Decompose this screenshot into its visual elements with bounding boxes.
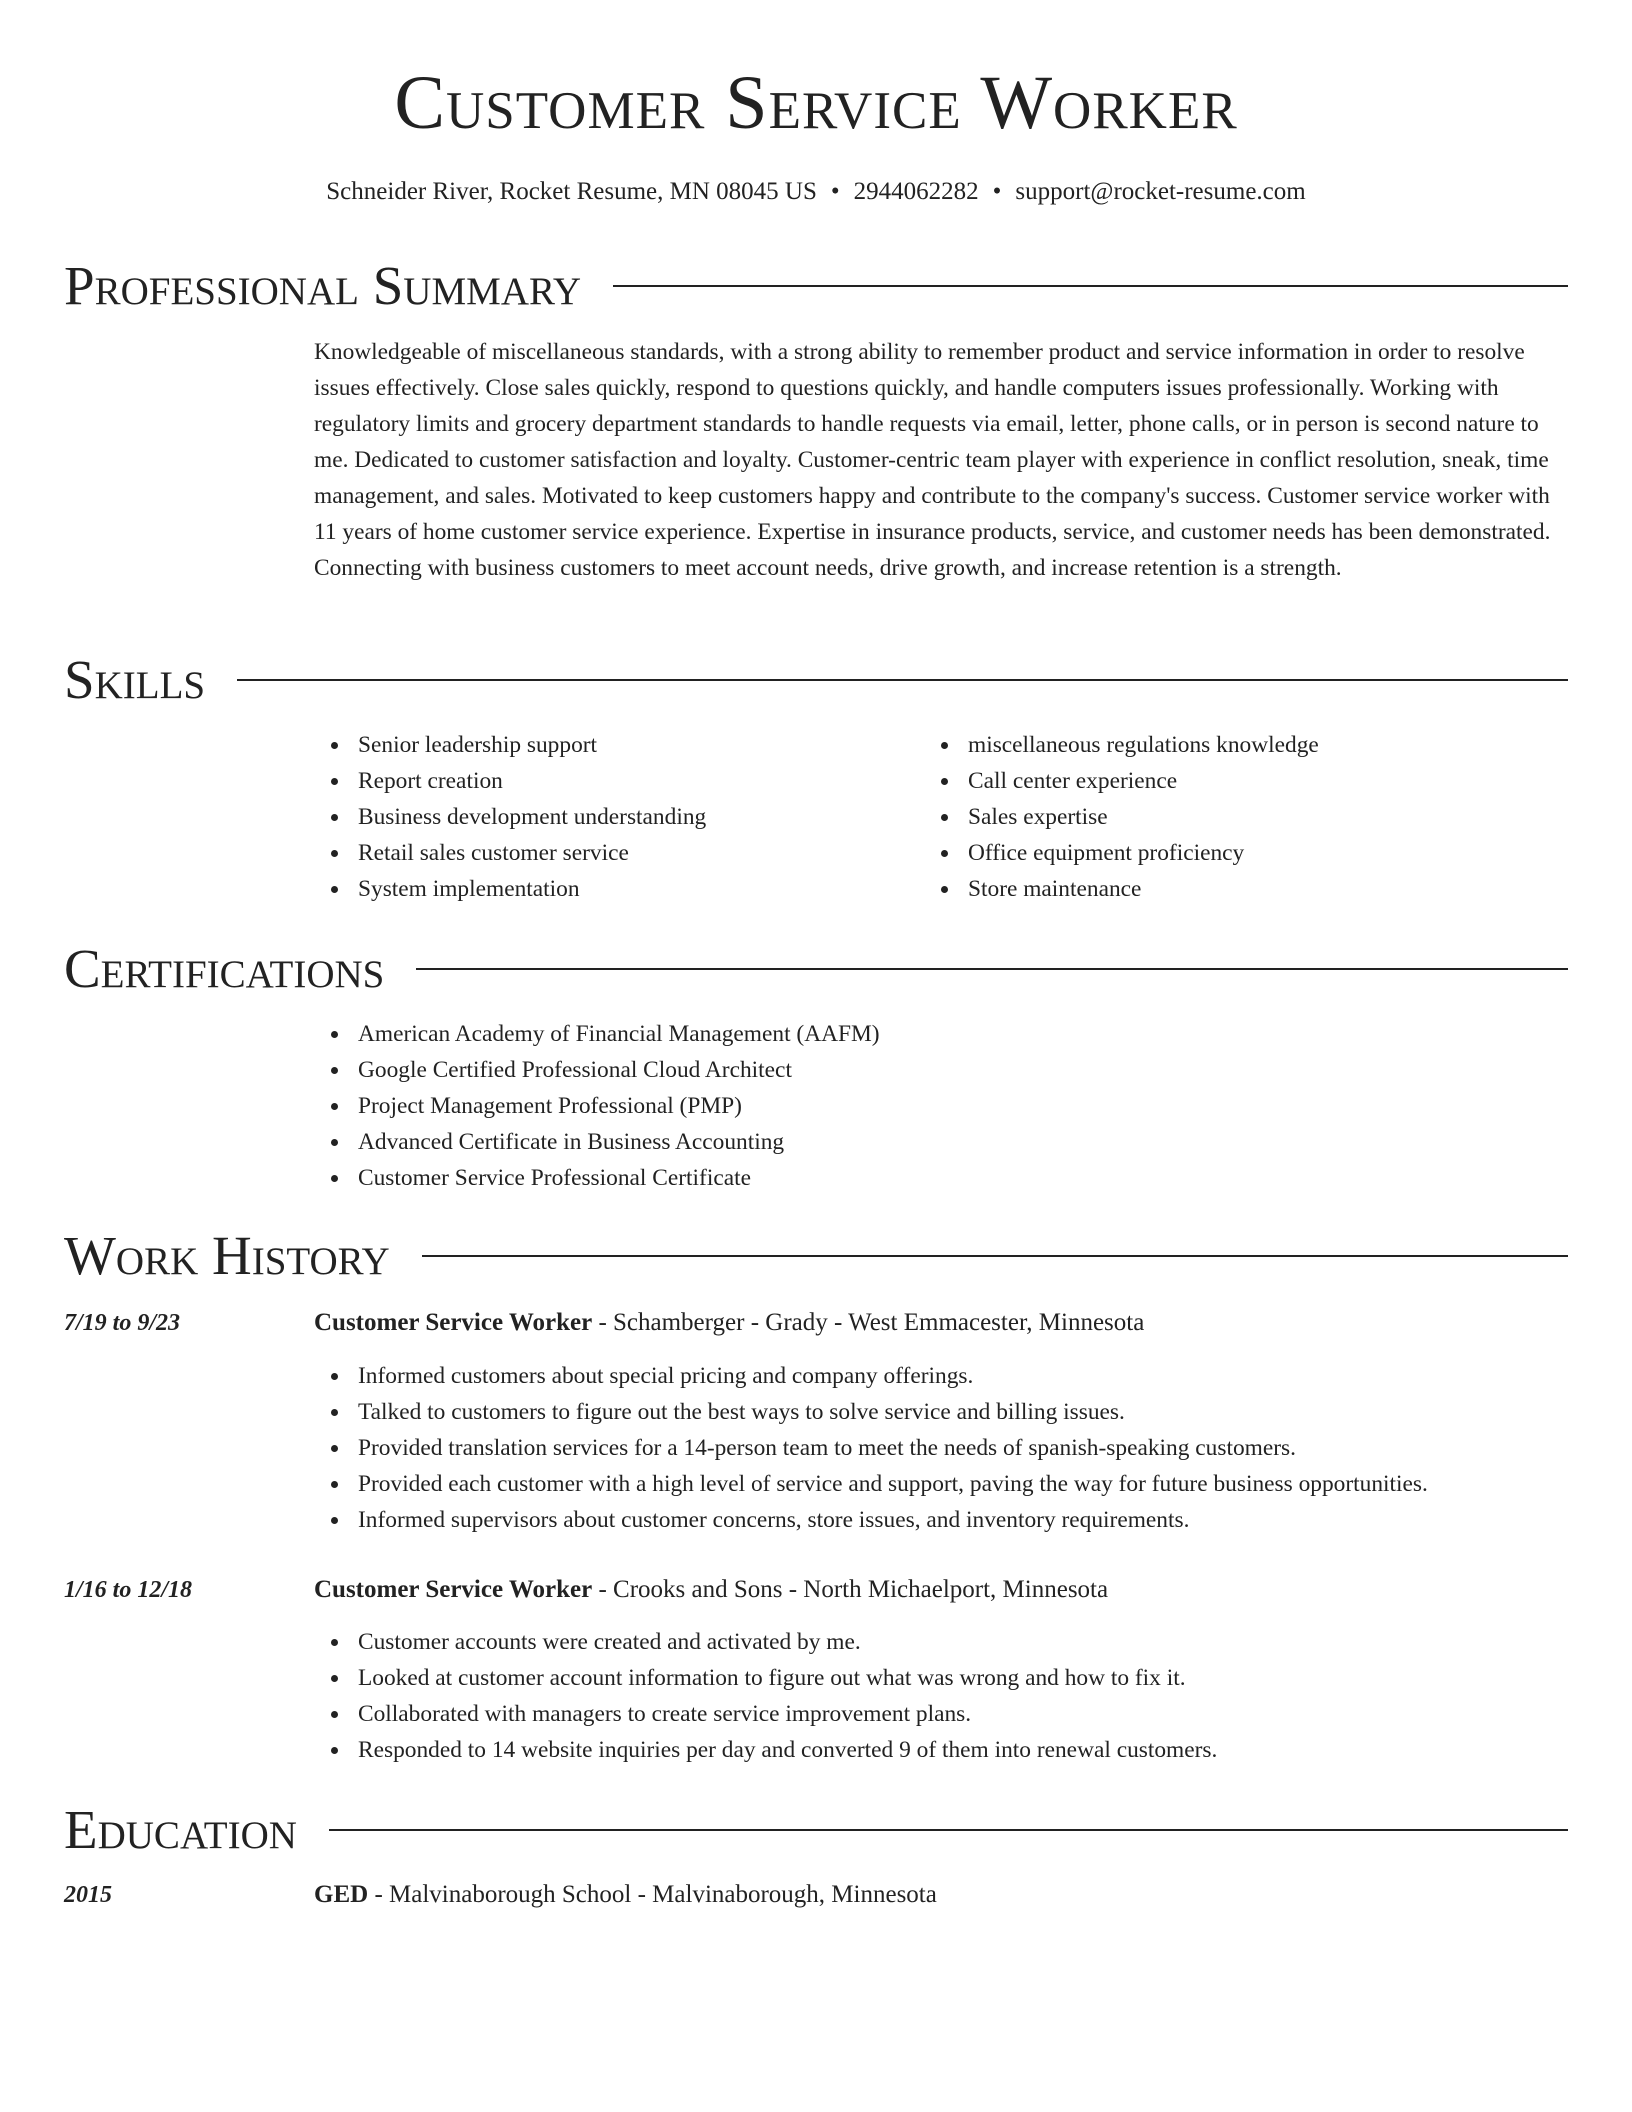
section-divider [237,679,1568,681]
job-bullet: Looked at customer account information to figure out what was wrong and how to fix it. [358,1665,1186,1691]
bullet-icon [331,1517,338,1524]
contact-line [0,174,1632,210]
job-bullet: Provided each customer with a high level of service and support, paving the way for future business opportunities. [358,1471,1428,1497]
job-dates: 7/19 to 9/23 [64,1310,181,1336]
bullet-icon [331,1175,338,1182]
education-heading: Education [64,1799,297,1860]
bullet-icon [331,742,338,749]
section-divider [613,285,1568,287]
list-item [314,1430,1568,1466]
skill-item: Retail sales customer service [358,840,629,866]
certification-item: Project Management Professional (PMP) [358,1093,742,1119]
bullet-icon [941,742,948,749]
skills-heading-row [64,645,1568,715]
skill-item: System implementation [358,876,580,902]
bullet-icon [331,886,338,893]
education-details: - Malvinaborough School - Malvinaborough, Minnesota [368,1881,937,1908]
bullet-icon [331,814,338,821]
bullet-icon [331,1711,338,1718]
list-item [314,1394,1568,1430]
job-bullet: Collaborated with managers to create service improvement plans. [358,1701,972,1727]
section-divider [422,1255,1568,1257]
bullet-icon [331,1409,338,1416]
education-degree: GED [314,1881,369,1908]
contact-phone: 2944062282 [853,178,979,205]
job-dates: 1/16 to 12/18 [64,1577,193,1603]
job-bullet: Provided translation services for a 14-person team to meet the needs of spanish-speaking customers. [358,1435,1296,1461]
section-divider [329,1829,1568,1831]
bullet-icon [941,778,948,785]
job-details: - Crooks and Sons - North Michaelport, Minnesota [592,1576,1109,1603]
skills-left-column [314,727,914,907]
list-item [314,1358,1568,1394]
job-title: Customer Service Worker [314,1576,593,1603]
bullet-icon [331,778,338,785]
bullet-icon [331,1639,338,1646]
bullet-icon [331,1373,338,1380]
list-item [314,1502,1568,1538]
skill-item: Store maintenance [968,876,1142,902]
section-divider [416,968,1568,970]
bullet-icon [331,850,338,857]
job-title: Customer Service Worker [314,1309,593,1336]
list-item [314,1696,1568,1732]
list-item [924,799,1524,835]
list-item [314,1466,1568,1502]
contact-email: support@rocket-resume.com [1015,178,1306,205]
bullet-icon [331,1139,338,1146]
job-bullet: Informed supervisors about customer concerns, store issues, and inventory requirements. [358,1507,1190,1533]
list-item [314,1052,1568,1088]
bullet-icon [331,1481,338,1488]
job-bullets [314,1358,1568,1538]
resume-name: Customer Service Worker [394,61,1238,145]
summary-heading-row [64,251,1568,321]
summary-text: Knowledgeable of miscellaneous standards, with a strong ability to remember product and service information in order to resolve issues effectively. Close sales quickly, respond to questions quickly, and handle computers issues professionally. Working with regulatory limits and grocery department standards to handle requests via email, letter, phone calls, or in person is second nature to me. Dedicated to customer satisfaction and loyalty. Customer-centric team player with experience in conflict resolution, sneak, time management, and sales. Motivated to keep customers happy and contribute to the company's success. Customer service worker with 11 years of home customer service experience. Expertise in insurance products, service, and customer needs has been demonstrated. Connecting with business customers to meet account needs, drive growth, and increase retention is a strength. [314,339,1551,581]
summary-heading: Professional Summary [64,255,582,316]
job-bullet: Talked to customers to figure out the best ways to solve service and billing issues. [358,1399,1125,1425]
bullet-icon [941,814,948,821]
education-entry [314,1877,1568,1913]
list-item [314,1660,1568,1696]
education-heading-row [64,1795,1568,1865]
certifications-heading: Certifications [64,938,385,999]
job-details: - Schamberger - Grady - West Emmacester, Minnesota [592,1309,1145,1336]
bullet-icon [941,886,948,893]
contact-address: Schneider River, Rocket Resume, MN 08045 US [326,178,817,205]
list-item [314,835,914,871]
bullet-icon [331,1031,338,1038]
list-item [314,727,914,763]
skill-item: Report creation [358,768,503,794]
list-item [314,871,914,907]
skill-item: Call center experience [968,768,1178,794]
bullet-icon [941,850,948,857]
skills-heading: Skills [64,649,206,710]
skill-item: Senior leadership support [358,732,598,758]
list-item [314,1732,1568,1768]
skills-right-column [924,727,1524,907]
work-heading-row [64,1221,1568,1291]
skill-item: Office equipment proficiency [968,840,1245,866]
certifications-heading-row [64,934,1568,1004]
list-item [924,871,1524,907]
job-header [314,1305,1568,1341]
skill-item: miscellaneous regulations knowledge [968,732,1319,758]
job-bullet: Customer accounts were created and activated by me. [358,1629,861,1655]
education-year: 2015 [64,1882,112,1908]
list-item [924,763,1524,799]
work-heading: Work History [64,1225,390,1286]
certifications-list [314,1016,1568,1196]
list-item [314,799,914,835]
certification-item: Customer Service Professional Certificate [358,1165,751,1191]
skill-item: Business development understanding [358,804,707,830]
contact-separator: • [992,178,1002,205]
list-item [314,763,914,799]
skill-item: Sales expertise [968,804,1108,830]
job-bullets [314,1624,1568,1768]
job-bullet: Responded to 14 website inquiries per day and converted 9 of them into renewal customers. [358,1737,1218,1763]
list-item [314,1124,1568,1160]
list-item [314,1016,1568,1052]
bullet-icon [331,1675,338,1682]
list-item [314,1160,1568,1196]
contact-separator: • [830,178,840,205]
bullet-icon [331,1747,338,1754]
list-item [314,1624,1568,1660]
bullet-icon [331,1067,338,1074]
list-item [314,1088,1568,1124]
bullet-icon [331,1445,338,1452]
list-item [924,727,1524,763]
certification-item: Google Certified Professional Cloud Architect [358,1057,792,1083]
list-item [924,835,1524,871]
certification-item: Advanced Certificate in Business Accounting [358,1129,785,1155]
job-bullet: Informed customers about special pricing and company offerings. [358,1363,974,1389]
bullet-icon [331,1103,338,1110]
certification-item: American Academy of Financial Management (AAFM) [358,1021,880,1047]
job-header [314,1572,1568,1608]
